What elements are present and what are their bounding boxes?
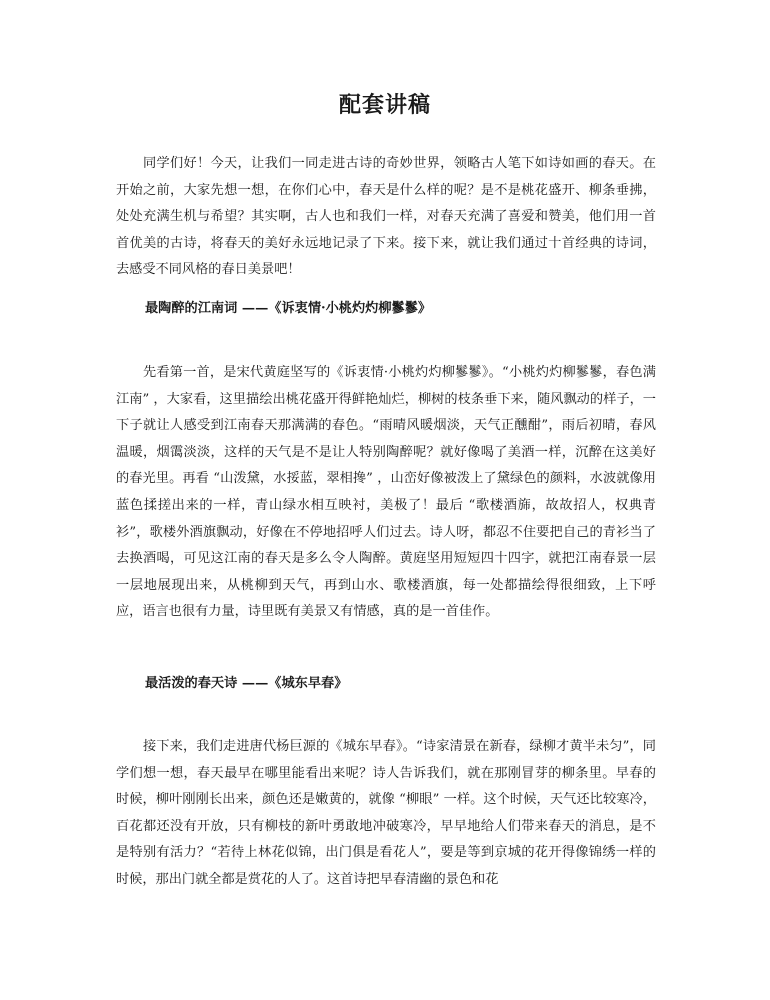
section-heading-1: 最陶醉的江南词 ——《诉衷情·小桃灼灼柳鬖鬖》 xyxy=(145,301,432,316)
section-paragraph-1: 先看第一首，是宋代黄庭坚写的《诉衷情·小桃灼灼柳鬖鬖》。“小桃灼灼柳鬖鬖，春色满江南” ，大家看，这里描绘出桃花盛开得鲜艳灿烂，柳树的枝条垂下来，随风飘动的样子，一下子就让人感受到江南春天那满满的春色。“雨晴风暖烟淡，天气正醺酣”，雨后初晴，春风温暖，烟霭淡淡，这样的天气是不是让人特别陶醉呢？就好像喝了美酒一样，沉醉在这美好的春光里。再看 “山泼黛，水挼蓝，翠相搀” ，山峦好像被泼上了黛绿色的颜料，水波就像用蓝色揉搓出来的一样，青山绿水相互映衬，美极了！最后 “歌楼酒旆，故故招人，权典青衫”，歌楼外酒旗飘动，好像在不停地招呼人们过去。诗人呀，都忍不住要把自己的青衫当了去换酒喝，可见这江南的春天是多么令人陶醉。黄庭坚用短短四十四字，就把江南春景一层一层地展现出来，从桃柳到天气，再到山水、歌楼酒旗，每一处都描绘得很细致，上下呼应，语言也很有力量，诗里既有美景又有情感，真的是一首佳作。 xyxy=(116,365,656,620)
section-heading-2: 最活泼的春天诗 ——《城东早春》 xyxy=(145,676,348,691)
document-title: 配套讲稿 xyxy=(338,92,431,118)
section-paragraph-2: 接下来，我们走进唐代杨巨源的《城东早春》。“诗家清景在新春，绿柳才黄半未匀”，同学们想一想，春天最早在哪里能看出来呢？诗人告诉我们，就在那刚冒芽的柳条里。早春的时候，柳叶刚刚长出来，颜色还是嫩黄的，就像 “柳眼” 一样。这个时候，天气还比较寒冷，百花都还没有开放，只有柳枝的新叶勇敢地冲破寒冷，早早地给人们带来春天的消息，是不是特别有活力？“若待上林花似锦，出门俱是看花人”，要是等到京城的花开得像锦绣一样的时候，那出门就全都是赏花的人了。这首诗把早春清幽的景色和花 xyxy=(116,739,656,887)
intro-paragraph: 同学们好！今天，让我们一同走进古诗的奇妙世界，领略古人笔下如诗如画的春天。在开始之前，大家先想一想，在你们心中，春天是什么样的呢？是不是桃花盛开、柳条垂拂，处处充满生机与希望？其实啊，古人也和我们一样，对春天充满了喜爱和赞美，他们用一首首优美的古诗，将春天的美好永远地记录了下来。接下来，就让我们通过十首经典的诗词，去感受不同风格的春日美景吧！ xyxy=(116,156,656,278)
